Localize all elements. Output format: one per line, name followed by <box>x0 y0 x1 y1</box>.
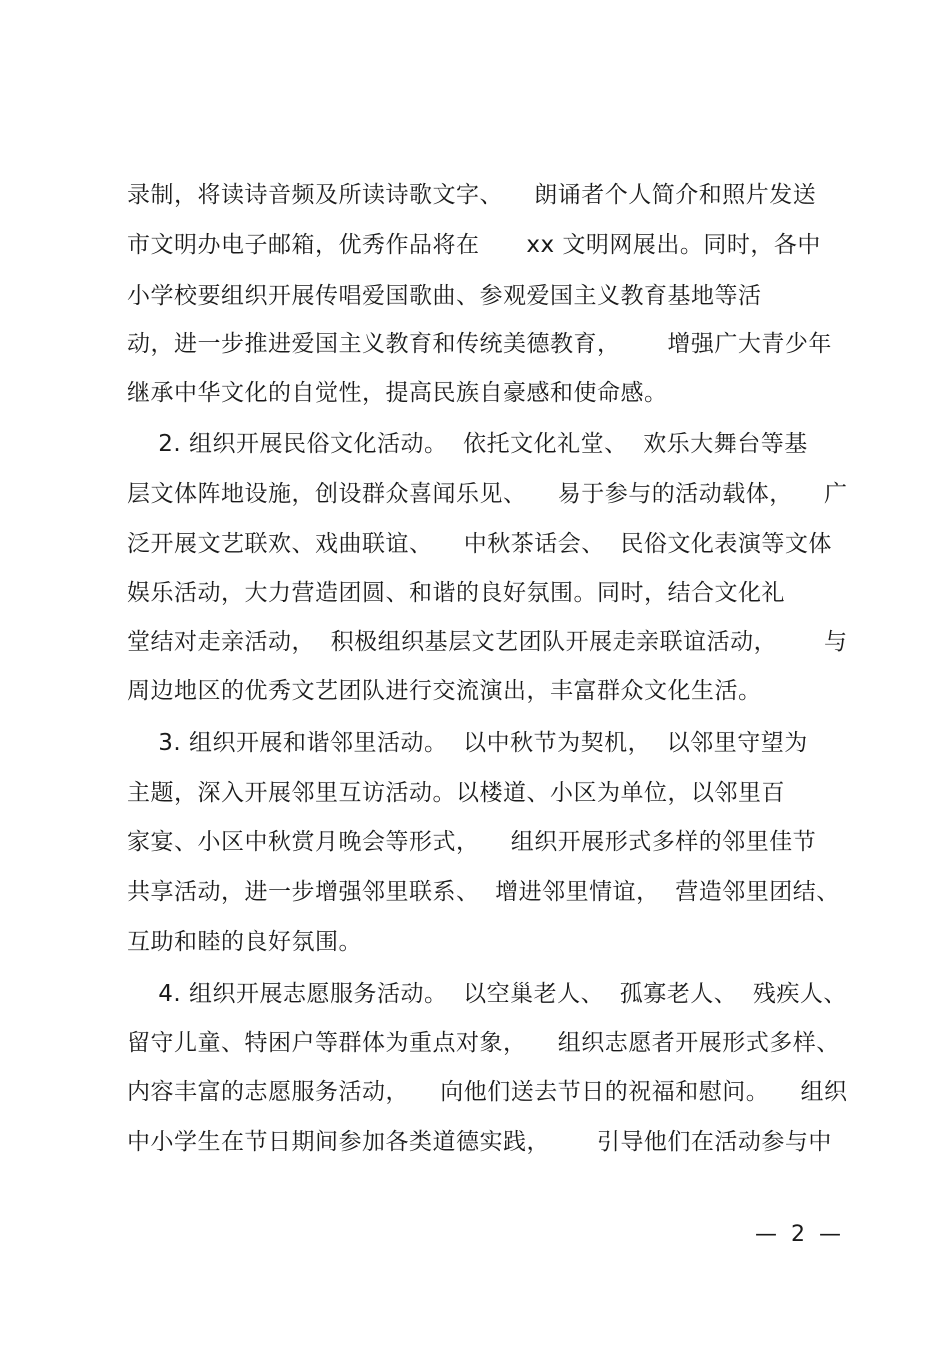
text-line: 4. 组织开展志愿服务活动。 以空巢老人、 孤寡老人、 残疾人、 <box>127 981 847 1007</box>
text-line: 中小学生在节日期间参加各类道德实践， 引导他们在活动参与中 <box>127 1129 832 1155</box>
text-line: 层文体阵地设施，创设群众喜闻乐见、 易于参与的活动载体， 广 <box>127 481 848 507</box>
text-line: 内容丰富的志愿服务活动， 向他们送去节日的祝福和慰问。 组织 <box>127 1079 848 1105</box>
text-line: 小学校要组织开展传唱爱国歌曲、参观爱国主义教育基地等活 <box>127 283 762 309</box>
text-line: 动，进一步推进爱国主义教育和传统美德教育， 增强广大青少年 <box>127 331 832 357</box>
text-line: 泛开展文艺联欢、戏曲联谊、 中秋茶话会、 民俗文化表演等文体 <box>127 531 832 557</box>
page-number: — 2 — <box>755 1222 841 1247</box>
text-line: 录制，将读诗音频及所读诗歌文字、 朗诵者个人简介和照片发送 <box>127 182 817 208</box>
text-line: 堂结对走亲活动， 积极组织基层文艺团队开展走亲联谊活动， 与 <box>127 629 848 655</box>
text-line: 互助和睦的良好氛围。 <box>127 929 362 955</box>
text-line: 3. 组织开展和谐邻里活动。 以中秋节为契机， 以邻里守望为 <box>127 730 808 756</box>
text-line: 周边地区的优秀文艺团队进行交流演出，丰富群众文化生活。 <box>127 678 762 704</box>
text-line: 娱乐活动，大力营造团圆、和谐的良好氛围。同时，结合文化礼 <box>127 580 785 606</box>
text-line: 留守儿童、特困户等群体为重点对象， 组织志愿者开展形式多样、 <box>127 1030 840 1056</box>
text-line: 家宴、小区中秋赏月晚会等形式， 组织开展形式多样的邻里佳节 <box>127 829 817 855</box>
text-line: 2. 组织开展民俗文化活动。 依托文化礼堂、 欢乐大舞台等基 <box>127 431 808 457</box>
text-line: 主题，深入开展邻里互访活动。以楼道、小区为单位，以邻里百 <box>127 780 785 806</box>
text-line: 继承中华文化的自觉性，提高民族自豪感和使命感。 <box>127 380 668 406</box>
text-line: 市文明办电子邮箱，优秀作品将在 xx 文明网展出。同时，各中 <box>127 232 821 258</box>
text-line: 共享活动，进一步增强邻里联系、 增进邻里情谊， 营造邻里团结、 <box>127 879 840 905</box>
